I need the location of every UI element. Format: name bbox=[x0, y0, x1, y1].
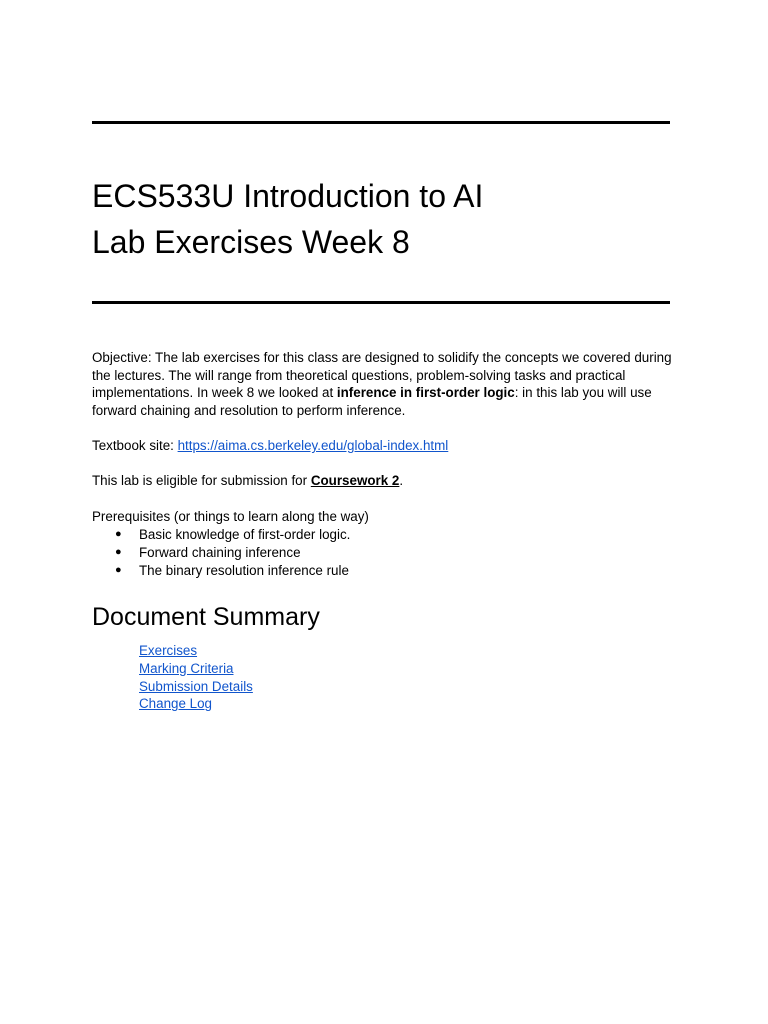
textbook-link[interactable]: https://aima.cs.berkeley.edu/global-index.html bbox=[177, 438, 449, 453]
textbook-label: Textbook site: bbox=[92, 438, 178, 453]
list-item bbox=[139, 642, 253, 660]
link-change-log[interactable]: Change Log bbox=[139, 696, 212, 712]
objective-paragraph bbox=[92, 349, 672, 419]
bottom-divider bbox=[92, 301, 670, 304]
list-item bbox=[92, 526, 350, 544]
link-marking-criteria[interactable]: Marking Criteria bbox=[139, 660, 234, 676]
summary-links bbox=[139, 642, 253, 713]
prerequisites-list bbox=[92, 526, 350, 579]
bullet-icon: ● bbox=[115, 545, 122, 558]
objective-text-end: : in this lab you will use forward chaining and resolution to perform inference. bbox=[92, 385, 652, 418]
list-item bbox=[139, 660, 253, 678]
list-item bbox=[139, 678, 253, 696]
prerequisite-text: Basic knowledge of first-order logic. bbox=[139, 527, 351, 542]
prerequisite-text: Forward chaining inference bbox=[139, 544, 301, 560]
objective-text: Objective: The lab exercises for this class are designed to solidify the concepts we covered during the lectures. The will range from theoretical questions, problem-solving tasks and practical implementations. In week 8 we looked at bbox=[92, 350, 672, 400]
summary-heading: Document Summary bbox=[92, 603, 320, 631]
bullet-icon: ● bbox=[115, 528, 122, 540]
course-title: ECS533U Introduction to AI bbox=[92, 178, 484, 214]
link-exercises[interactable]: Exercises bbox=[139, 643, 198, 658]
eligibility-line bbox=[92, 472, 672, 490]
eligibility-period: . bbox=[399, 473, 404, 488]
textbook-line bbox=[92, 437, 672, 455]
prerequisites-intro: Prerequisites (or things to learn along the way) bbox=[92, 509, 369, 524]
list-item bbox=[92, 544, 350, 562]
eligibility-text: This lab is eligible for submission for bbox=[92, 473, 311, 488]
list-item bbox=[139, 695, 253, 713]
prerequisite-text: The binary resolution inference rule bbox=[139, 562, 349, 578]
bullet-icon: ● bbox=[115, 563, 122, 576]
coursework-label: Coursework 2 bbox=[310, 473, 400, 488]
objective-bold-topic: inference in first-order logic bbox=[336, 385, 515, 400]
lab-title: Lab Exercises Week 8 bbox=[92, 224, 410, 260]
list-item bbox=[92, 562, 350, 580]
link-submission-details[interactable]: Submission Details bbox=[139, 678, 253, 694]
top-divider bbox=[92, 121, 670, 124]
